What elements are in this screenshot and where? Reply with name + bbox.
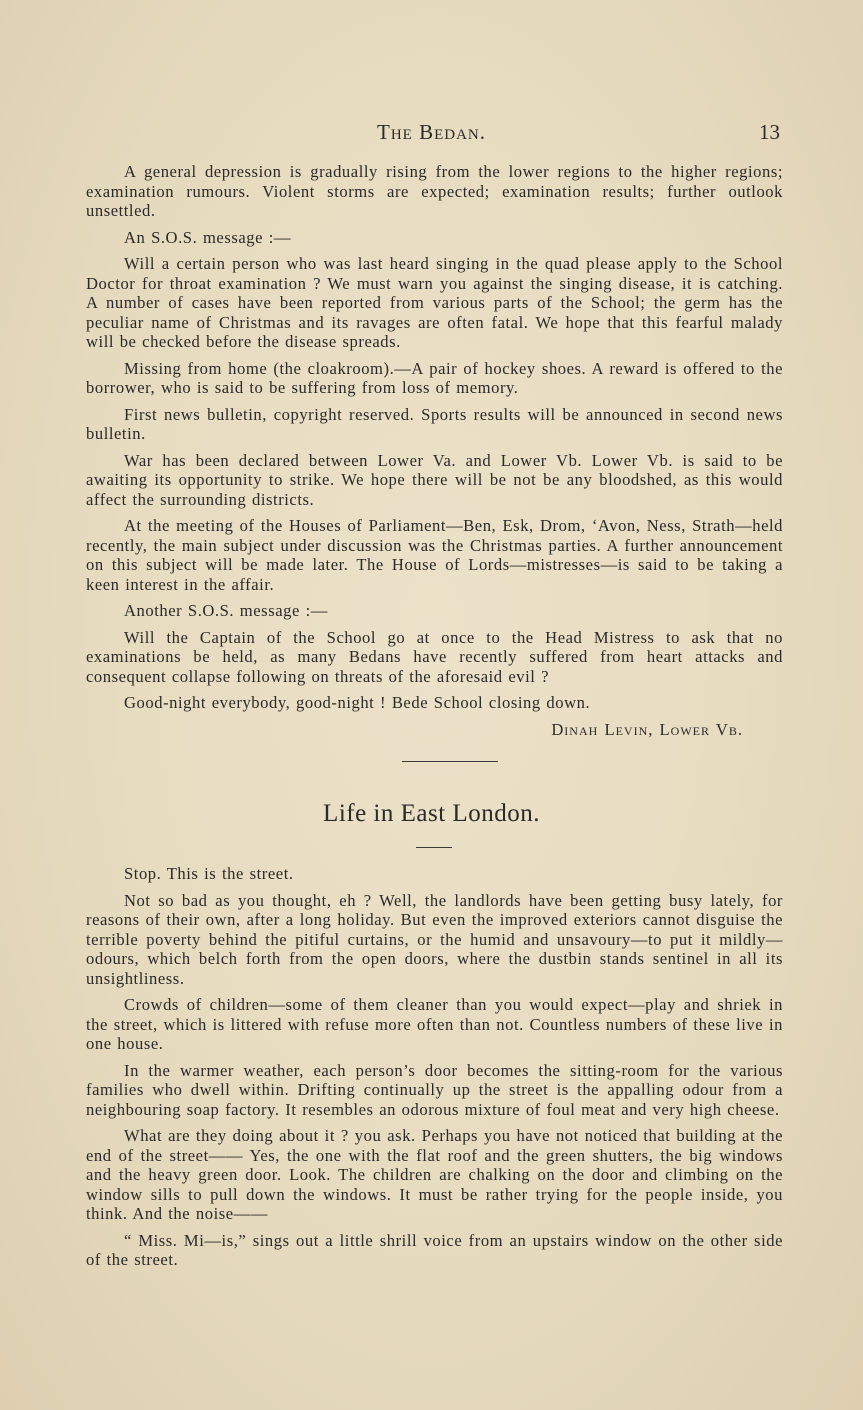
paragraph: Crowds of children—some of them cleaner than you would expect—play and shriek in the street, which is littered with refuse more often than not. Countless numbers of these live in one house.: [86, 995, 783, 1053]
paragraph: Another S.O.S. message :—: [124, 601, 328, 620]
paragraph: What are they doing about it ? you ask. Perhaps you have not noticed that building at the end of the street—— Yes, the one with the flat roof and the green shutters, the big windows and the heavy green door. Look. The children are chalking on the door and climbing on the window sills to pull down the windows. It must be rather trying for the people inside, you think. And the noise——: [86, 1126, 783, 1223]
title-rule: [416, 847, 452, 848]
paragraph: War has been declared between Lower Va. and Lower Vb. Lower Vb. is said to be awaiting its opportunity to strike. We hope there will be not be any bloodshed, as this would affect the surrounding districts.: [86, 450, 783, 509]
paragraph: Missing from home (the cloakroom).—A pair of hockey shoes. A reward is offered to the borrower, who is said to be suffering from loss of memory.: [86, 358, 783, 397]
author-signature: Dinah Levin, Lower Vb.: [551, 719, 743, 739]
paragraph: Good-night everybody, good-night ! Bede School closing down.: [124, 693, 591, 712]
paragraph: Will a certain person who was last heard singing in the quad please apply to the School Doctor for throat examination ? We must warn you against the singing disease, it is catching. A number of cases have been reported from various parts of the School; the germ has the peculiar name of Christmas and its ravages are often fatal. We hope that this fearful malady will be checked before the disease spreads.: [86, 254, 783, 351]
paragraph: A general depression is gradually rising from the lower regions to the higher regions; examination rumours. Violent storms are expected; examination results; further outlook unsettled.: [86, 162, 783, 220]
page-number: 13: [759, 120, 780, 144]
article-news-bulletin: [86, 162, 783, 739]
paragraph: At the meeting of the Houses of Parliament—Ben, Esk, Drom, ‘Avon, Ness, Strath—held recently, the main subject under discussion was the Christmas parties. A further announcement on this subject will be made later. The House of Lords—mistresses—is said to be taking a keen interest in the affair.: [86, 516, 783, 594]
paragraph: Not so bad as you thought, eh ? Well, the landlords have been getting busy lately, for reasons of their own, after a long holiday. But even the improved exteriors cannot disguise the terrible poverty behind the pitiful curtains, or the humid and unsavoury—to put it mildly—odours, which belch forth from the open doors, where the dustbin stands sentinel in all its unsightliness.: [86, 890, 783, 988]
article-title: Life in East London.: [323, 800, 540, 827]
paragraph: Will the Captain of the School go at once to the Head Mistress to ask that no examinations be held, as many Bedans have recently suffered from heart attacks and consequent collapse following on threats of the aforesaid evil ?: [86, 627, 783, 686]
paragraph: In the warmer weather, each person’s door becomes the sitting-room for the various families who dwell within. Drifting continually up the street is the appalling odour from a neighbouring soap factory. It resembles an odorous mixture of foul meat and very high cheese.: [86, 1060, 783, 1119]
section-divider: [402, 761, 498, 762]
paragraph: An S.O.S. message :—: [124, 227, 292, 247]
paragraph: “ Miss. Mi—is,” sings out a little shrill voice from an upstairs window on the other side of the street.: [86, 1230, 783, 1269]
paragraph: Stop. This is the street.: [124, 864, 294, 883]
page-header: [0, 120, 863, 150]
article-life-in-east-london: [86, 864, 783, 1277]
paragraph: First news bulletin, copyright reserved. Sports results will be announced in second news bulletin.: [86, 404, 783, 443]
running-title: The Bedan.: [377, 120, 486, 144]
